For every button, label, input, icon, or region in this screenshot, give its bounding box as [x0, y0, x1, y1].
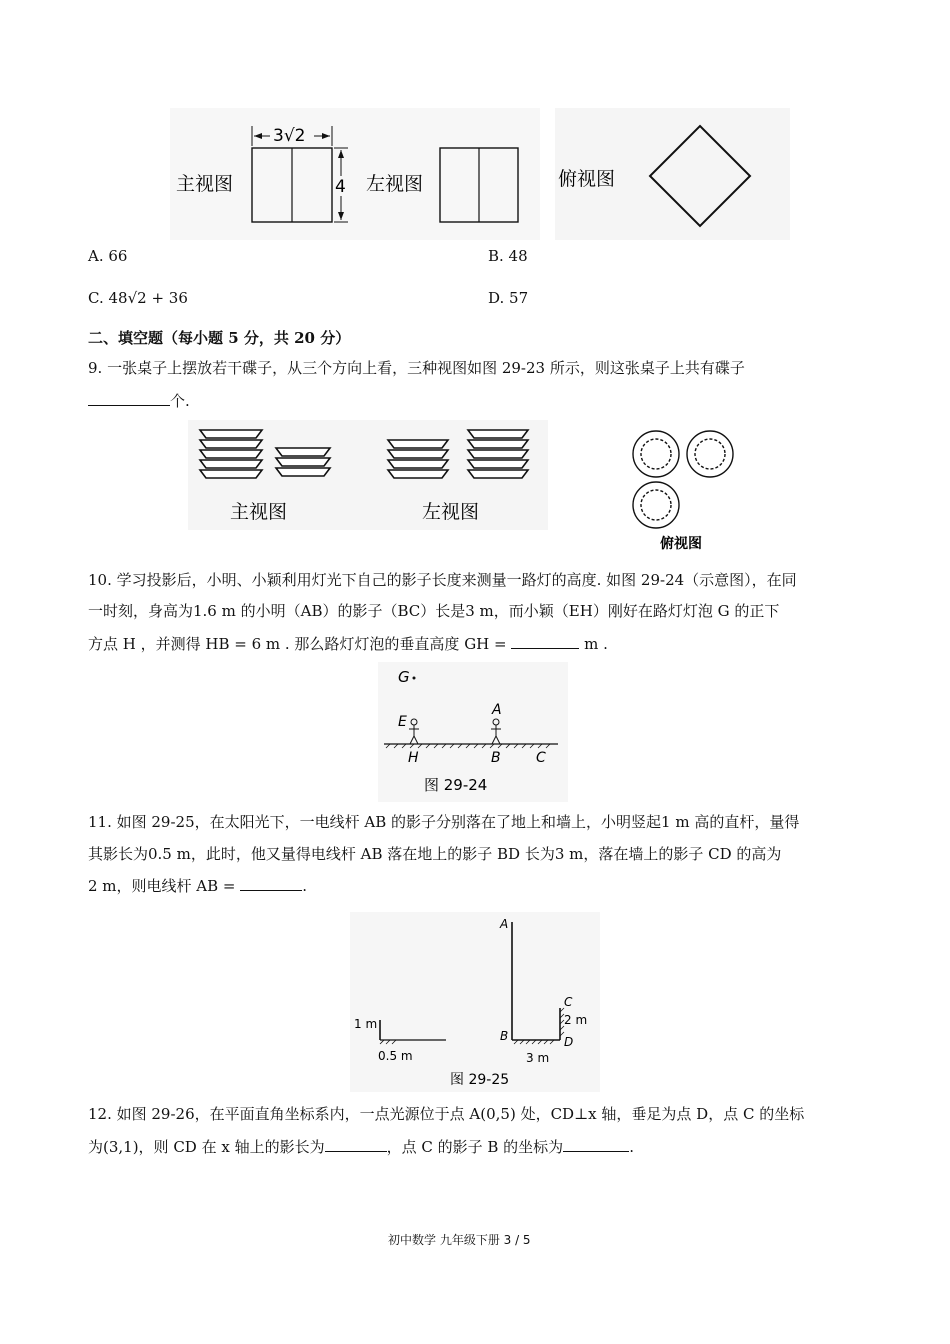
q9-text-line2: [88, 389, 190, 411]
q11-point-b: B: [500, 1029, 509, 1043]
q10-text-line3-a: 方点 H ，并测得 HB = 6 m . 那么路灯灯泡的垂直高度 GH =: [88, 635, 507, 653]
q8-option-c-prefix: C.: [88, 289, 109, 307]
q10-point-e: E: [398, 714, 407, 730]
q10-text-line2: 一时刻，身高为1.6 m 的小明（AB）的影子（BC）长是3 m，而小颖（EH）刚好在路灯灯泡 G 的正下: [88, 602, 780, 620]
q9-front-view-label: 主视图: [230, 501, 288, 523]
q9-text-suffix: 个.: [170, 392, 190, 410]
q10-point-a: A: [492, 702, 502, 718]
q8-option-b: B. 48: [488, 247, 528, 265]
q11-cd-height-label: 2 m: [564, 1013, 588, 1027]
q12-text-line2-b: ，点 C 的影子 B 的坐标为: [386, 1138, 564, 1156]
q12-text-line2: [88, 1135, 634, 1157]
q8-three-views-figure: [170, 108, 790, 240]
q10-text-line1: 10. 学习投影后，小明、小颖利用灯光下自己的影子长度来测量一路灯的高度. 如图 29-24（示意图），在同: [88, 571, 797, 589]
q11-text-line3: [88, 874, 307, 896]
q11-answer-blank[interactable]: [240, 874, 302, 891]
q11-pole-shadow-figure: [350, 912, 600, 1092]
q11-point-d: D: [564, 1035, 574, 1049]
q10-figure-caption: 图 29-24: [424, 776, 488, 794]
q12-point-b-coordinate-blank[interactable]: [563, 1135, 629, 1152]
q11-bd-length-label: 3 m: [526, 1051, 550, 1065]
q9-answer-blank[interactable]: [88, 389, 170, 406]
q10-point-h: H: [408, 750, 419, 766]
q8-width-dimension-label: 3√2: [273, 126, 306, 146]
page-footer: 初中数学 九年级下册 3 / 5: [388, 1233, 531, 1247]
q9-text-line1: 9. 一张桌子上摆放若干碟子，从三个方向上看，三种视图如图 29-23 所示，则这张桌子上共有碟子: [88, 359, 745, 377]
q10-text-line3: [88, 632, 608, 654]
q10-street-lamp-figure: [378, 662, 568, 802]
q9-left-view-label: 左视图: [422, 501, 480, 523]
q12-text-line1: 12. 如图 29-26，在平面直角坐标系内，一点光源位于点 A(0,5) 处，CD⊥x 轴，垂足为点 D，点 C 的坐标: [88, 1105, 805, 1123]
q11-point-c: C: [564, 995, 573, 1009]
q11-text-line3-b: .: [302, 877, 308, 895]
q8-option-a: A. 66: [88, 247, 128, 265]
q11-text-line2: 其影长为0.5 m，此时，他又量得电线杆 AB 落在地上的影子 BD 长为3 m，落在墙上的影子 CD 的高为: [88, 845, 782, 863]
q8-option-c: [88, 288, 188, 308]
q11-point-a: A: [500, 917, 509, 931]
q9-plates-front-left-views: [188, 420, 548, 530]
q11-stick-height-label: 1 m: [354, 1017, 378, 1031]
q9-plates-top-view: [626, 424, 750, 554]
q8-option-c-value: 48√2 + 36: [108, 289, 188, 307]
q10-text-line3-b: m .: [584, 635, 608, 653]
q8-option-d: D. 57: [488, 289, 529, 307]
q8-height-dimension-label: 4: [335, 177, 346, 197]
q8-top-view-label: 俯视图: [558, 168, 616, 190]
section-2-title: 二、填空题（每小题 5 分，共 20 分）: [88, 329, 351, 347]
q12-text-line2-c: .: [629, 1138, 634, 1156]
q10-point-g: G: [398, 668, 410, 686]
q10-answer-blank[interactable]: [511, 632, 579, 649]
q8-left-view-label: 左视图: [366, 173, 424, 195]
q11-text-line1: 11. 如图 29-25，在太阳光下，一电线杆 AB 的影子分别落在了地上和墙上，小明竖起1 m 高的直杆，量得: [88, 813, 800, 831]
q10-point-c: C: [536, 750, 546, 766]
q11-stick-shadow-label: 0.5 m: [378, 1049, 413, 1063]
q12-text-line2-a: 为(3,1)，则 CD 在 x 轴上的影长为: [88, 1138, 325, 1156]
q9-top-view-label: 俯视图: [660, 536, 702, 552]
q10-point-b: B: [491, 750, 501, 766]
q12-shadow-length-blank[interactable]: [325, 1135, 387, 1152]
q11-figure-caption: 图 29-25: [450, 1072, 510, 1088]
q8-front-view-label: 主视图: [176, 173, 234, 195]
q11-text-line3-a: 2 m，则电线杆 AB =: [88, 877, 236, 895]
